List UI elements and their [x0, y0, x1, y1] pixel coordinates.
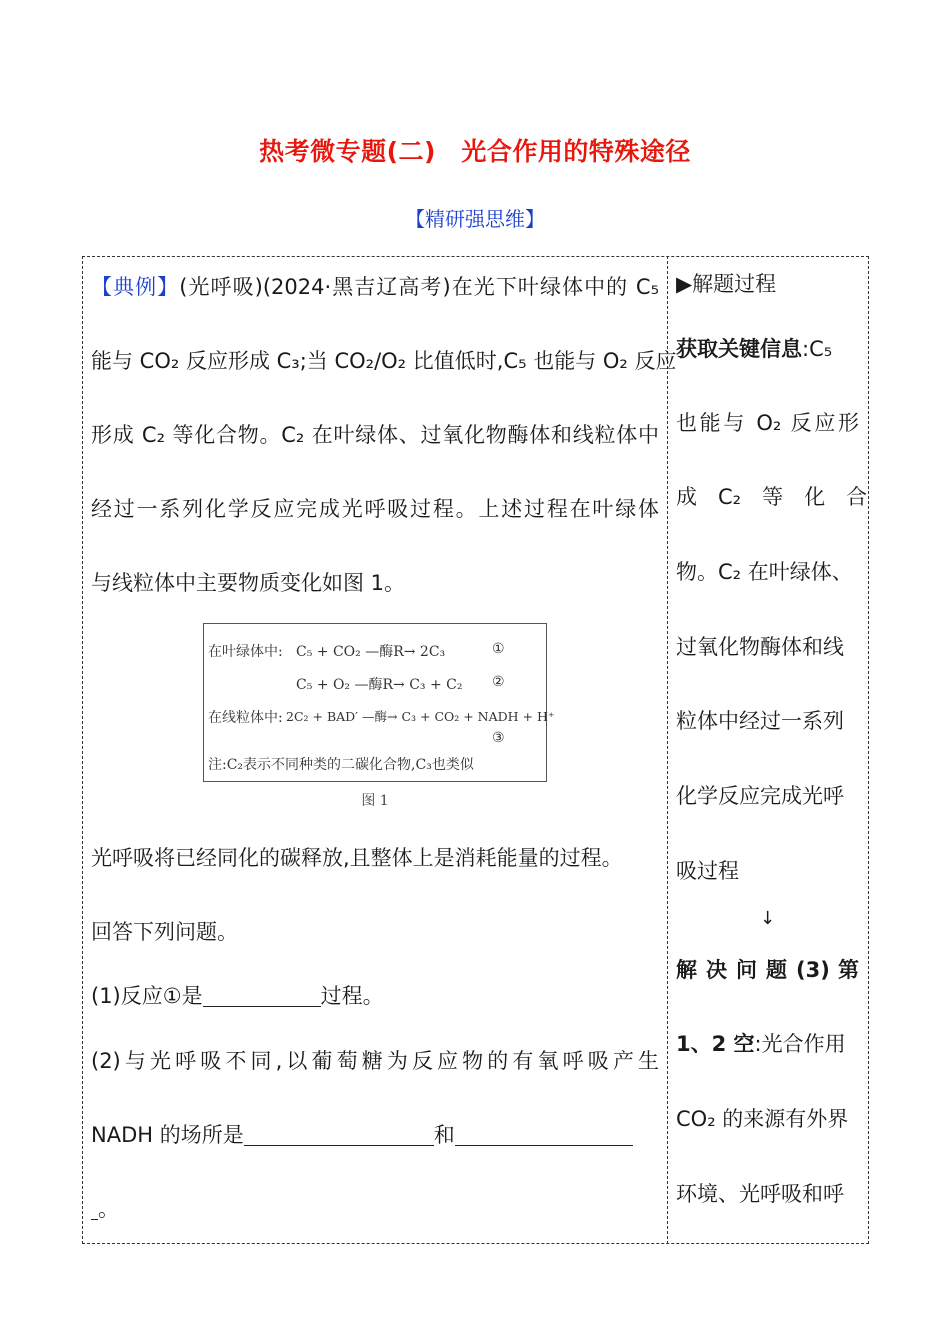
key-info-line-8: 吸过程: [676, 859, 739, 883]
figure-line-1-prefix: 在叶绿体中:: [208, 644, 283, 660]
answer-blank-1[interactable]: [203, 984, 321, 1007]
key-info-text: :C₅: [802, 337, 833, 361]
figure-line-3-prefix: 在线粒体中:: [208, 710, 283, 726]
question-1-suffix: 过程。: [320, 984, 384, 1008]
key-info-line-4: 物。C₂ 在叶绿体、: [676, 560, 853, 584]
key-info-line-3: 成 C₂ 等 化 合: [676, 485, 868, 509]
key-info-line-5: 过氧化物酶体和线: [676, 635, 844, 659]
section-heading: 【精研强思维】: [405, 207, 545, 231]
figure-caption: 图 1: [361, 793, 389, 809]
question-2-prefix: NADH 的场所是: [91, 1123, 244, 1147]
question-2-mid: 和: [433, 1123, 455, 1147]
figure-equation-1: C₅ + CO₂ —酶R→ 2C₃: [296, 644, 446, 660]
key-info-label: 获取关键信息: [676, 337, 802, 361]
question-2-line-1: (2)与光呼吸不同,以葡萄糖为反应物的有氧呼吸产生: [91, 1049, 659, 1073]
paragraph-answer: 回答下列问题。: [91, 920, 238, 944]
question-1: [91, 981, 384, 1011]
down-arrow-icon: ↓: [760, 908, 776, 929]
question-2-end: 。: [98, 1197, 119, 1221]
solution-heading: ▶解题过程: [676, 272, 777, 296]
key-info-line-6: 粒体中经过一系列: [676, 709, 844, 733]
figure-1-box: [203, 623, 555, 782]
figure-label-2: ②: [492, 674, 505, 690]
example-line-3: 形成 C₂ 等化合物。C₂ 在叶绿体、过氧化物酶体和线粒体中: [91, 423, 659, 447]
column-divider: [667, 256, 668, 1244]
answer-blank-2[interactable]: [244, 1123, 434, 1146]
example-line-4: 经过一系列化学反应完成光呼吸过程。上述过程在叶绿体: [91, 497, 659, 521]
solve-line-1: [676, 1029, 859, 1059]
key-info-line-7: 化学反应完成光呼: [676, 784, 844, 808]
example-line-1: [91, 272, 659, 302]
question-1-prefix: (1)反应①是: [91, 984, 203, 1008]
paragraph-photorespiration: 光呼吸将已经同化的碳释放,且整体上是消耗能量的过程。: [91, 846, 623, 870]
solve-label-2: 1、2 空: [676, 1032, 755, 1056]
answer-blank-3-tail: [91, 1197, 98, 1220]
figure-equation-2: C₅ + O₂ —酶R→ C₃ + C₂: [296, 677, 463, 693]
solve-line-2: CO₂ 的来源有外界: [676, 1107, 849, 1131]
question-2-line-2: [91, 1120, 633, 1150]
page-title: 热考微专题(二) 光合作用的特殊途径: [259, 137, 691, 166]
example-line-5: 与线粒体中主要物质变化如图 1。: [91, 571, 406, 595]
example-text: (光呼吸)(2024·黑吉辽高考)在光下叶绿体中的 C₅: [179, 275, 659, 299]
example-line-2: 能与 CO₂ 反应形成 C₃;当 CO₂/O₂ 比值低时,C₅ 也能与 O₂ 反应: [91, 349, 677, 373]
key-info-line-2: 也能与 O₂ 反应形: [676, 411, 859, 435]
figure-label-3: ③: [492, 730, 505, 746]
figure-label-1: ①: [492, 641, 505, 657]
solve-line-3: 环境、光呼吸和呼: [676, 1182, 844, 1206]
solve-label-line-1: 解 决 问 题 (3) 第: [676, 958, 859, 982]
figure-note: 注:C₂表示不同种类的二碳化合物,C₃也类似: [208, 757, 474, 773]
figure-equation-3: 2C₂ + BAD′ —酶→ C₃ + CO₂ + NADH + H⁺: [286, 709, 555, 724]
question-2-line-3: [91, 1194, 119, 1224]
answer-blank-3[interactable]: [455, 1123, 633, 1146]
key-info-line-1: [676, 334, 859, 364]
example-tag: 【典例】: [91, 275, 180, 299]
solve-text-1: :光合作用: [754, 1032, 846, 1056]
